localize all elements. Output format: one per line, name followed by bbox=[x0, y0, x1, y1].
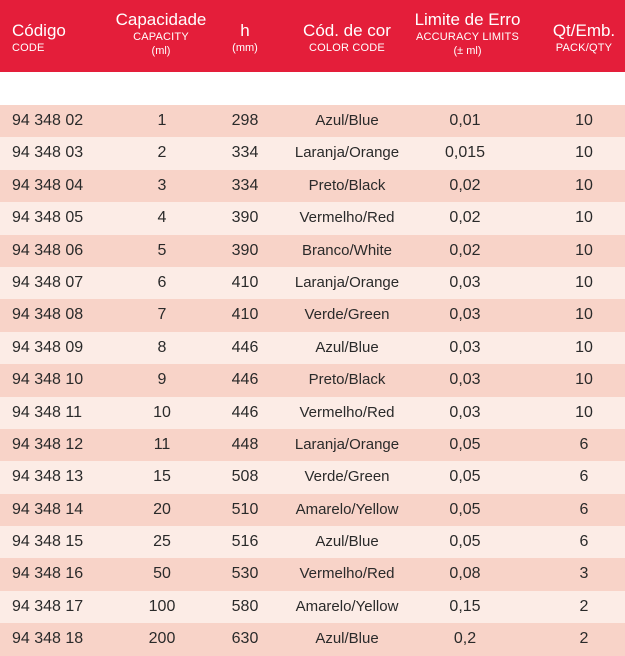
header-height-unit: (mm) bbox=[232, 42, 258, 54]
cell-accuracy: 0,02 bbox=[449, 209, 481, 227]
cell-qty: 10 bbox=[575, 241, 593, 259]
table-row bbox=[0, 397, 625, 429]
cell-height: 446 bbox=[231, 371, 259, 389]
header-accuracy bbox=[405, 0, 530, 82]
table-row bbox=[0, 591, 625, 623]
cell-color: Verde/Green bbox=[304, 306, 390, 324]
cell-code: 94 348 10 bbox=[12, 371, 84, 389]
cell-qty: 10 bbox=[575, 273, 593, 291]
header-capacity-label: Capacidade bbox=[115, 10, 207, 29]
table-body bbox=[0, 105, 625, 656]
cell-qty: 10 bbox=[575, 403, 593, 421]
header-color-sublabel: COLOR CODE bbox=[309, 42, 385, 54]
cell-accuracy: 0,02 bbox=[449, 176, 481, 194]
cell-accuracy: 0,02 bbox=[449, 241, 481, 259]
header-code-sublabel: CODE bbox=[12, 42, 45, 54]
cell-code: 94 348 05 bbox=[12, 209, 84, 227]
cell-qty: 6 bbox=[579, 533, 589, 551]
cell-capacity: 50 bbox=[153, 565, 171, 583]
cell-capacity: 20 bbox=[153, 500, 171, 518]
cell-color: Vermelho/Red bbox=[299, 209, 395, 227]
header-color-label: Cód. de cor bbox=[303, 21, 391, 40]
cell-accuracy: 0,03 bbox=[449, 371, 481, 389]
cell-qty: 10 bbox=[575, 306, 593, 324]
cell-qty: 2 bbox=[579, 597, 589, 615]
header-height-label: h bbox=[240, 21, 250, 40]
cell-capacity: 10 bbox=[153, 403, 171, 421]
cell-capacity: 9 bbox=[157, 371, 167, 389]
cell-accuracy: 0,05 bbox=[449, 435, 481, 453]
cell-color: Laranja/Orange bbox=[294, 273, 400, 291]
cell-code: 94 348 02 bbox=[12, 112, 84, 129]
table-row bbox=[0, 105, 625, 137]
cell-capacity: 15 bbox=[153, 468, 171, 486]
table-row bbox=[0, 364, 625, 396]
cell-code: 94 348 14 bbox=[12, 500, 84, 518]
table-row bbox=[0, 267, 625, 299]
cell-height: 334 bbox=[231, 176, 259, 194]
cell-qty: 10 bbox=[575, 176, 593, 194]
cell-color: Preto/Black bbox=[308, 371, 386, 389]
cell-code: 94 348 06 bbox=[12, 241, 84, 259]
header-qty-sublabel: PACK/QTY bbox=[555, 42, 613, 54]
table-row bbox=[0, 494, 625, 526]
cell-code: 94 348 04 bbox=[12, 176, 84, 194]
cell-accuracy: 0,05 bbox=[449, 468, 481, 486]
table-row bbox=[0, 461, 625, 493]
cell-accuracy: 0,03 bbox=[449, 403, 481, 421]
cell-qty: 10 bbox=[575, 338, 593, 356]
cell-accuracy: 0,03 bbox=[449, 306, 481, 324]
cell-color: Laranja/Orange bbox=[294, 144, 400, 162]
cell-capacity: 200 bbox=[148, 630, 176, 648]
cell-color: Amarelo/Yellow bbox=[295, 500, 399, 518]
table-row bbox=[0, 235, 625, 267]
cell-code: 94 348 15 bbox=[12, 533, 84, 551]
cell-accuracy: 0,08 bbox=[449, 565, 481, 583]
cell-capacity: 3 bbox=[157, 176, 167, 194]
header-code-label: Código bbox=[12, 21, 66, 40]
cell-height: 580 bbox=[231, 597, 259, 615]
cell-height: 298 bbox=[231, 112, 259, 129]
cell-qty: 10 bbox=[575, 112, 593, 129]
cell-height: 334 bbox=[231, 144, 259, 162]
cell-color: Azul/Blue bbox=[315, 112, 379, 129]
header-accuracy-unit: (± ml) bbox=[453, 45, 482, 57]
cell-qty: 10 bbox=[575, 209, 593, 227]
cell-capacity: 2 bbox=[157, 144, 167, 162]
cell-code: 94 348 12 bbox=[12, 435, 84, 453]
cell-capacity: 4 bbox=[157, 209, 167, 227]
cell-height: 530 bbox=[231, 565, 259, 583]
cell-color: Laranja/Orange bbox=[294, 435, 400, 453]
header-accuracy-label: Limite de Erro bbox=[414, 10, 521, 29]
cell-code: 94 348 17 bbox=[12, 597, 84, 615]
cell-capacity: 25 bbox=[153, 533, 171, 551]
cell-qty: 6 bbox=[579, 435, 589, 453]
cell-code: 94 348 08 bbox=[12, 306, 84, 324]
cell-height: 446 bbox=[231, 338, 259, 356]
table-row bbox=[0, 429, 625, 461]
cell-code: 94 348 03 bbox=[12, 144, 84, 162]
cell-qty: 10 bbox=[575, 144, 593, 162]
cell-height: 448 bbox=[231, 435, 259, 453]
cell-color: Vermelho/Red bbox=[299, 565, 395, 583]
cell-code: 94 348 13 bbox=[12, 468, 84, 486]
cell-height: 630 bbox=[231, 630, 259, 648]
table-row bbox=[0, 526, 625, 558]
table-header bbox=[0, 0, 625, 72]
table-row bbox=[0, 623, 625, 655]
cell-accuracy: 0,015 bbox=[444, 144, 486, 162]
cell-accuracy: 0,03 bbox=[449, 273, 481, 291]
cell-height: 410 bbox=[231, 306, 259, 324]
cell-color: Amarelo/Yellow bbox=[295, 597, 399, 615]
cell-code: 94 348 11 bbox=[12, 403, 82, 421]
cell-capacity: 7 bbox=[157, 306, 167, 324]
header-spacer bbox=[0, 72, 625, 105]
cell-qty: 2 bbox=[579, 630, 589, 648]
table-row bbox=[0, 332, 625, 364]
cell-height: 510 bbox=[231, 500, 259, 518]
cell-capacity: 100 bbox=[148, 597, 176, 615]
cell-color: Vermelho/Red bbox=[299, 403, 395, 421]
cell-accuracy: 0,05 bbox=[449, 500, 481, 518]
cell-height: 410 bbox=[231, 273, 259, 291]
cell-color: Azul/Blue bbox=[315, 533, 379, 551]
table-row bbox=[0, 202, 625, 234]
cell-code: 94 348 18 bbox=[12, 630, 84, 648]
cell-accuracy: 0,05 bbox=[449, 533, 481, 551]
table-row bbox=[0, 137, 625, 169]
cell-code: 94 348 09 bbox=[12, 338, 84, 356]
cell-capacity: 5 bbox=[157, 241, 167, 259]
header-capacity-sublabel: CAPACITY bbox=[133, 31, 189, 43]
cell-capacity: 8 bbox=[157, 338, 167, 356]
cell-height: 516 bbox=[231, 533, 259, 551]
cell-capacity: 6 bbox=[157, 273, 167, 291]
cell-accuracy: 0,2 bbox=[453, 630, 477, 648]
cell-code: 94 348 07 bbox=[12, 273, 84, 291]
cell-accuracy: 0,01 bbox=[449, 112, 481, 129]
cell-capacity: 11 bbox=[153, 435, 171, 453]
cell-height: 390 bbox=[231, 209, 259, 227]
header-capacity-unit: (ml) bbox=[151, 45, 171, 57]
cell-color: Branco/White bbox=[301, 241, 393, 259]
table-row bbox=[0, 170, 625, 202]
cell-capacity: 1 bbox=[157, 112, 167, 129]
cell-accuracy: 0,03 bbox=[449, 338, 481, 356]
cell-qty: 10 bbox=[575, 371, 593, 389]
header-qty-label: Qt/Emb. bbox=[552, 21, 616, 40]
header-accuracy-sublabel: ACCURACY LIMITS bbox=[415, 31, 520, 43]
cell-qty: 3 bbox=[579, 565, 589, 583]
table-row bbox=[0, 558, 625, 590]
table-row bbox=[0, 299, 625, 331]
cell-height: 508 bbox=[231, 468, 259, 486]
cell-height: 446 bbox=[231, 403, 259, 421]
cell-accuracy: 0,15 bbox=[449, 597, 481, 615]
cell-height: 390 bbox=[231, 241, 259, 259]
cell-qty: 6 bbox=[579, 500, 589, 518]
cell-color: Preto/Black bbox=[308, 176, 386, 194]
header-capacity bbox=[102, 0, 220, 82]
cell-color: Azul/Blue bbox=[315, 338, 379, 356]
cell-qty: 6 bbox=[579, 468, 589, 486]
cell-color: Verde/Green bbox=[304, 468, 390, 486]
cell-code: 94 348 16 bbox=[12, 565, 84, 583]
cell-color: Azul/Blue bbox=[315, 630, 379, 648]
